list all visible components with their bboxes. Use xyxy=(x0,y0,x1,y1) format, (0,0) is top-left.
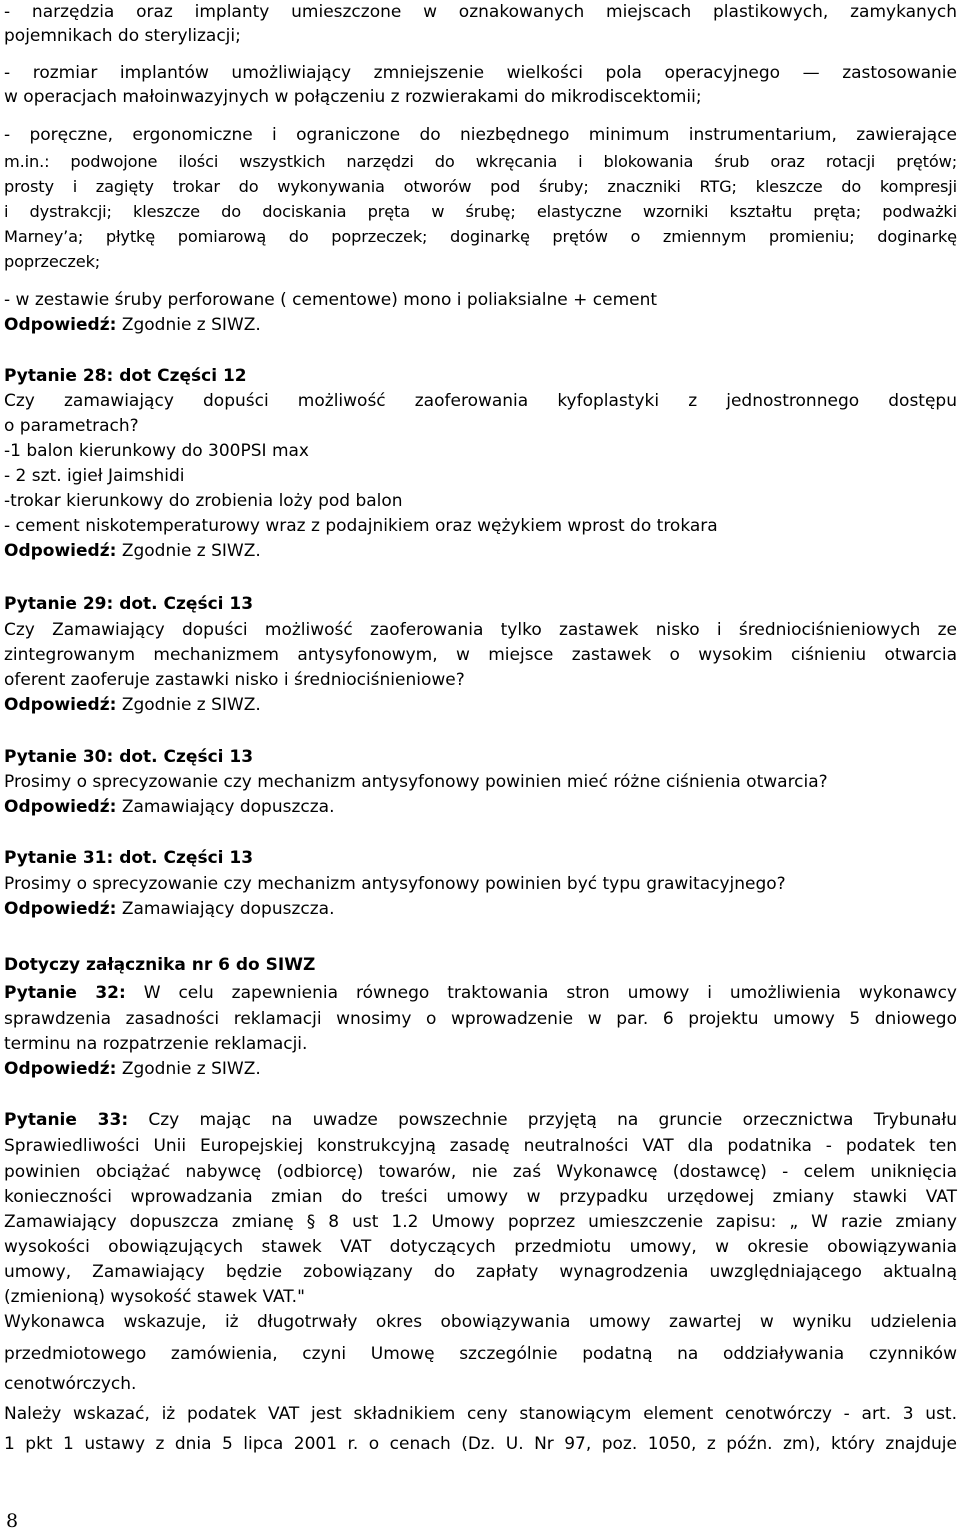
question-title: Pytanie 28: dot Części 12 xyxy=(4,366,247,386)
list-item-continuation: pojemnikach do sterylizacji; xyxy=(4,26,241,46)
answer-label: Odpowiedź: xyxy=(4,797,117,817)
question-text: Prosimy o sprecyzowanie czy mechanizm antysyfonowy powinien być typu grawitacyjnego? xyxy=(4,874,786,894)
answer-label: Odpowiedź: xyxy=(4,541,117,561)
question-text: - cement niskotemperaturowy wraz z podajnikiem oraz wężykiem wprost do trokara xyxy=(4,516,718,536)
question-title: Pytanie 30: dot. Części 13 xyxy=(4,747,254,767)
question-text: (zmienioną) wysokość stawek VAT." xyxy=(4,1287,305,1307)
list-item: - narzędzia oraz implanty umieszczone w oznakowanych miejscach plastikowych, zamykanych xyxy=(4,2,957,22)
question-label: Pytanie 33: xyxy=(4,1110,129,1130)
list-item: - poręczne, ergonomiczne i ograniczone do niezbędnego minimum instrumentarium, zawierające xyxy=(4,125,957,145)
question-text: Pytanie 32: W celu zapewnienia równego traktowania stron umowy i umożliwienia wykonawcy xyxy=(4,983,957,1003)
answer-label: Odpowiedź: xyxy=(4,899,117,919)
question-title: Pytanie 31: dot. Części 13 xyxy=(4,848,254,868)
question-text: oferent zaoferuje zastawki nisko i średniociśnieniowe? xyxy=(4,670,465,690)
question-text: terminu na rozpatrzenie reklamacji. xyxy=(4,1034,308,1054)
question-text: o parametrach? xyxy=(4,416,139,436)
question-text: Prosimy o sprecyzowanie czy mechanizm antysyfonowy powinien mieć różne ciśnienia otwarcia? xyxy=(4,772,828,792)
question-text: cenotwórczych. xyxy=(4,1374,137,1394)
answer xyxy=(4,1057,957,1081)
question-text: -trokar kierunkowy do zrobienia loży pod balon xyxy=(4,491,403,511)
question-text: -1 balon kierunkowy do 300PSI max xyxy=(4,441,309,461)
list-item: - rozmiar implantów umożliwiający zmniejszenie wielkości pola operacyjnego — zastosowanie xyxy=(4,63,957,83)
answer xyxy=(4,539,957,563)
answer-label: Odpowiedź: xyxy=(4,315,117,335)
section-heading: Dotyczy załącznika nr 6 do SIWZ xyxy=(4,955,316,975)
answer xyxy=(4,897,957,921)
answer-text: Zgodnie z SIWZ. xyxy=(121,541,261,561)
question-text: umowy, Zamawiający będzie zobowiązany do zapłaty wynagrodzenia uwzględniającego aktualną xyxy=(4,1262,957,1282)
list-item-continuation: poprzeczek; xyxy=(4,252,101,271)
question-text: powinien obciążać nabywcę (odbiorcę) towarów, nie zaś Wykonawcę (dostawcę) - celem uniknięcia xyxy=(4,1162,957,1182)
answer-text: Zgodnie z SIWZ. xyxy=(121,695,261,715)
question-text: Czy Zamawiający dopuści możliwość zaoferowania tylko zastawek nisko i średniociśnieniowych ze xyxy=(4,620,957,640)
answer-text: Zgodnie z SIWZ. xyxy=(121,1059,261,1079)
list-item-continuation: i dystrakcji; kleszcze do dociskania pręta w śrubę; elastyczne wzorniki kształtu pręta; podważki xyxy=(4,202,957,221)
question-text: konieczności wprowadzania zmian do treści umowy w przypadku urzędowej zmiany stawki VAT xyxy=(4,1187,957,1207)
question-text: zintegrowanym mechanizmem antysyfonowym, w miejsce zastawek o wysokim ciśnieniu otwarcia xyxy=(4,645,957,665)
question-title: Pytanie 29: dot. Części 13 xyxy=(4,594,254,614)
question-text: Pytanie 33: Czy mając na uwadze powszechnie przyjętą na gruncie orzecznictwa Trybunału xyxy=(4,1110,958,1130)
answer-label: Odpowiedź: xyxy=(4,1059,117,1079)
question-text: wysokości obowiązujących stawek VAT dotyczących przedmiotu umowy, w okresie obowiązywania xyxy=(4,1237,957,1257)
page-number: 8 xyxy=(6,1510,19,1532)
question-text: Czy zamawiający dopuści możliwość zaoferowania kyfoplastyki z jednostronnego dostępu xyxy=(4,391,957,411)
question-text: Sprawiedliwości Unii Europejskiej konstrukcyjną zasadę neutralności VAT dla podatnika - podatek ten xyxy=(4,1136,957,1156)
question-text: Wykonawca wskazuje, iż długotrwały okres obowiązywania umowy zawartej w wyniku udzielenia xyxy=(4,1312,957,1332)
list-item-continuation: m.in.: podwojone ilości wszystkich narzędzi do wkręcania i blokowania śrub oraz rotacji prętów; xyxy=(4,152,957,171)
answer-text: Zgodnie z SIWZ. xyxy=(121,315,261,335)
question-text: 1 pkt 1 ustawy z dnia 5 lipca 2001 r. o cenach (Dz. U. Nr 97, poz. 1050, z późn. zm), który znajduje xyxy=(4,1434,957,1454)
answer-label: Odpowiedź: xyxy=(4,695,117,715)
question-text: Zamawiający dopuszcza zmianę § 8 ust 1.2 Umowy poprzez umieszczenie zapisu: „ W razie zmiany xyxy=(4,1212,957,1232)
answer xyxy=(4,313,957,337)
question-text: - 2 szt. igieł Jaimshidi xyxy=(4,466,185,486)
answer-text: Zamawiający dopuszcza. xyxy=(121,899,335,919)
list-item-continuation: w operacjach małoinwazyjnych w połączeniu z rozwierakami do mikrodiscektomii; xyxy=(4,87,702,107)
list-item-continuation: Marney’a; płytkę pomiarową do poprzeczek; doginarkę prętów o zmiennym promieniu; doginarkę xyxy=(4,227,957,246)
answer xyxy=(4,693,957,717)
question-text: sprawdzenia zasadności reklamacji wnosimy o wprowadzenie w par. 6 projektu umowy 5 dniowego xyxy=(4,1009,957,1029)
question-label: Pytanie 32: xyxy=(4,983,126,1003)
question-text: Należy wskazać, iż podatek VAT jest składnikiem ceny stanowiącym element cenotwórczy - art. 3 ust. xyxy=(4,1404,957,1424)
list-item-continuation: prosty i zagięty trokar do wykonywania otworów pod śruby; znaczniki RTG; kleszcze do kompresji xyxy=(4,177,957,196)
question-text: przedmiotowego zamówienia, czyni Umowę szczególnie podatną na oddziaływania czynników xyxy=(4,1344,957,1364)
list-item: - w zestawie śruby perforowane ( cementowe) mono i poliaksialne + cement xyxy=(4,290,658,310)
answer-text: Zamawiający dopuszcza. xyxy=(121,797,335,817)
answer xyxy=(4,795,957,819)
